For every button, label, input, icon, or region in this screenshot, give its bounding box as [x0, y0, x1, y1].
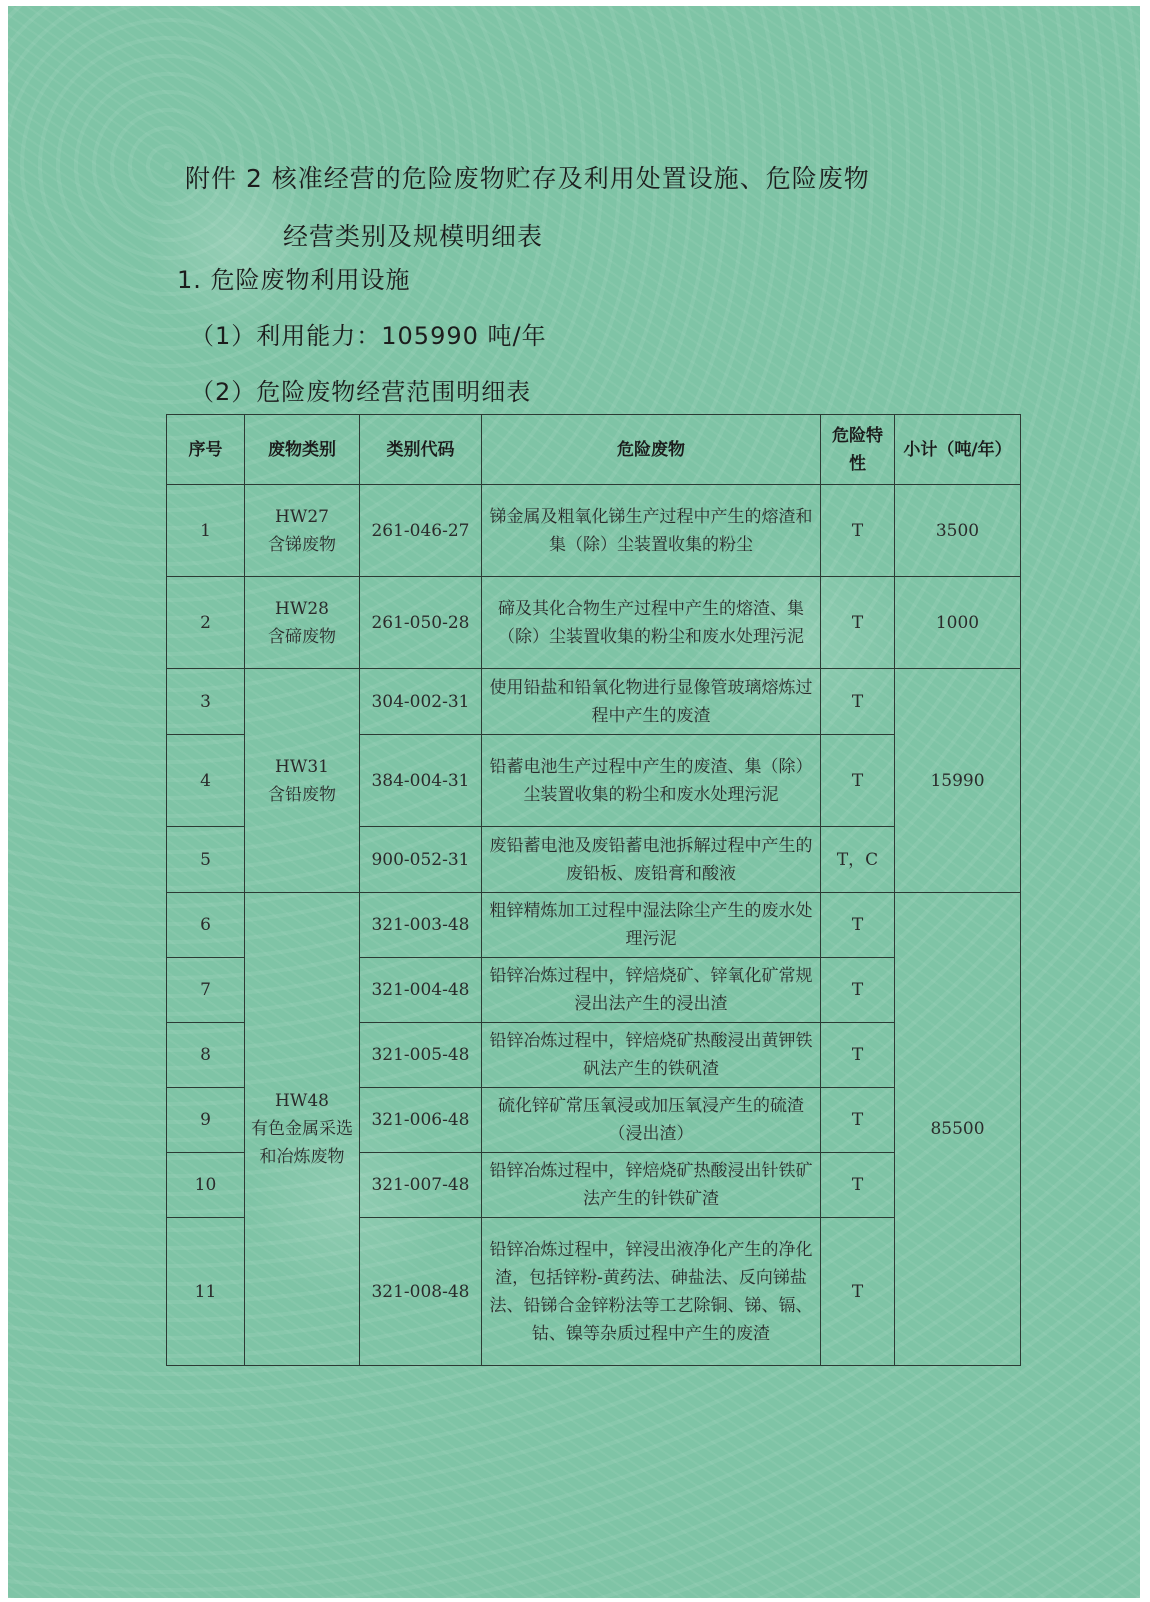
row-no: 5	[167, 827, 245, 893]
row-no: 10	[167, 1153, 245, 1218]
title-line-2: 经营类别及规模明细表	[283, 222, 544, 251]
document-title	[185, 150, 965, 266]
category-name: 有色金属采选和冶炼废物	[251, 1119, 353, 1167]
row-no: 8	[167, 1023, 245, 1088]
category-cell	[245, 669, 360, 893]
row-hazard: T	[821, 669, 895, 735]
row-waste: 碲及其化合物生产过程中产生的熔渣、集（除）尘装置收集的粉尘和废水处理污泥	[482, 577, 821, 669]
row-waste: 锑金属及粗氧化锑生产过程中产生的熔渣和集（除）尘装置收集的粉尘	[482, 485, 821, 577]
category-code: HW48	[275, 1091, 329, 1111]
row-no: 9	[167, 1088, 245, 1153]
header-subtotal: 小计（吨/年）	[895, 415, 1021, 485]
table-row	[167, 485, 1021, 577]
row-waste: 铅锌冶炼过程中，锌焙烧矿热酸浸出针铁矿法产生的针铁矿渣	[482, 1153, 821, 1218]
row-hazard: T	[821, 577, 895, 669]
row-code: 900-052-31	[360, 827, 482, 893]
row-code: 321-007-48	[360, 1153, 482, 1218]
category-code: HW28	[275, 598, 329, 619]
row-code: 321-005-48	[360, 1023, 482, 1088]
row-no: 11	[167, 1218, 245, 1366]
row-hazard: T	[821, 735, 895, 827]
capacity-line: （1）利用能力：105990 吨/年	[190, 322, 547, 350]
row-hazard: T	[821, 1023, 895, 1088]
title-line-1: 附件 2 核准经营的危险废物贮存及利用处置设施、危险废物	[185, 164, 870, 193]
header-category: 废物类别	[245, 415, 360, 485]
row-no: 4	[167, 735, 245, 827]
row-no: 1	[167, 485, 245, 577]
table-row	[167, 669, 1021, 735]
subtotal-cell: 3500	[895, 485, 1021, 577]
subtotal-cell: 15990	[895, 669, 1021, 893]
row-hazard: T，C	[821, 827, 895, 893]
row-waste: 铅锌冶炼过程中，锌焙烧矿热酸浸出黄钾铁矾法产生的铁矾渣	[482, 1023, 821, 1088]
row-code: 321-003-48	[360, 893, 482, 958]
table-row	[167, 893, 1021, 958]
subtotal-cell: 85500	[895, 893, 1021, 1366]
category-name: 含碲废物	[268, 626, 336, 647]
row-code: 321-006-48	[360, 1088, 482, 1153]
row-no: 6	[167, 893, 245, 958]
row-no: 7	[167, 958, 245, 1023]
category-cell	[245, 485, 360, 577]
row-hazard: T	[821, 1153, 895, 1218]
row-waste: 使用铅盐和铅氧化物进行显像管玻璃熔炼过程中产生的废渣	[482, 669, 821, 735]
row-hazard: T	[821, 485, 895, 577]
category-code: HW31	[275, 756, 329, 777]
row-hazard: T	[821, 958, 895, 1023]
row-code: 384-004-31	[360, 735, 482, 827]
row-no: 2	[167, 577, 245, 669]
scope-heading: （2）危险废物经营范围明细表	[190, 378, 532, 406]
row-hazard: T	[821, 893, 895, 958]
category-cell	[245, 577, 360, 669]
row-waste: 废铅蓄电池及废铅蓄电池拆解过程中产生的废铅板、废铅膏和酸液	[482, 827, 821, 893]
header-code: 类别代码	[360, 415, 482, 485]
row-code: 321-004-48	[360, 958, 482, 1023]
header-waste: 危险废物	[482, 415, 821, 485]
row-code: 261-046-27	[360, 485, 482, 577]
row-waste: 硫化锌矿常压氧浸或加压氧浸产生的硫渣（浸出渣）	[482, 1088, 821, 1153]
row-code: 261-050-28	[360, 577, 482, 669]
table-row	[167, 577, 1021, 669]
row-waste: 粗锌精炼加工过程中湿法除尘产生的废水处理污泥	[482, 893, 821, 958]
table-header-row	[167, 415, 1021, 485]
header-hazard: 危险特性	[821, 415, 895, 485]
category-code: HW27	[275, 506, 329, 527]
category-name: 含铅废物	[268, 784, 336, 805]
row-hazard: T	[821, 1218, 895, 1366]
waste-scope-table	[166, 414, 1021, 1366]
row-waste: 铅锌冶炼过程中，锌浸出液净化产生的净化渣，包括锌粉-黄药法、砷盐法、反向锑盐法、铅锑合金锌粉法等工艺除铜、锑、镉、钴、镍等杂质过程中产生的废渣	[482, 1218, 821, 1366]
row-no: 3	[167, 669, 245, 735]
row-code: 304-002-31	[360, 669, 482, 735]
header-no: 序号	[167, 415, 245, 485]
category-cell	[245, 893, 360, 1366]
section-heading: 1. 危险废物利用设施	[177, 266, 411, 294]
row-code: 321-008-48	[360, 1218, 482, 1366]
row-waste: 铅锌冶炼过程中，锌焙烧矿、锌氧化矿常规浸出法产生的浸出渣	[482, 958, 821, 1023]
row-hazard: T	[821, 1088, 895, 1153]
row-waste: 铅蓄电池生产过程中产生的废渣、集（除）尘装置收集的粉尘和废水处理污泥	[482, 735, 821, 827]
category-name: 含锑废物	[268, 534, 336, 555]
subtotal-cell: 1000	[895, 577, 1021, 669]
